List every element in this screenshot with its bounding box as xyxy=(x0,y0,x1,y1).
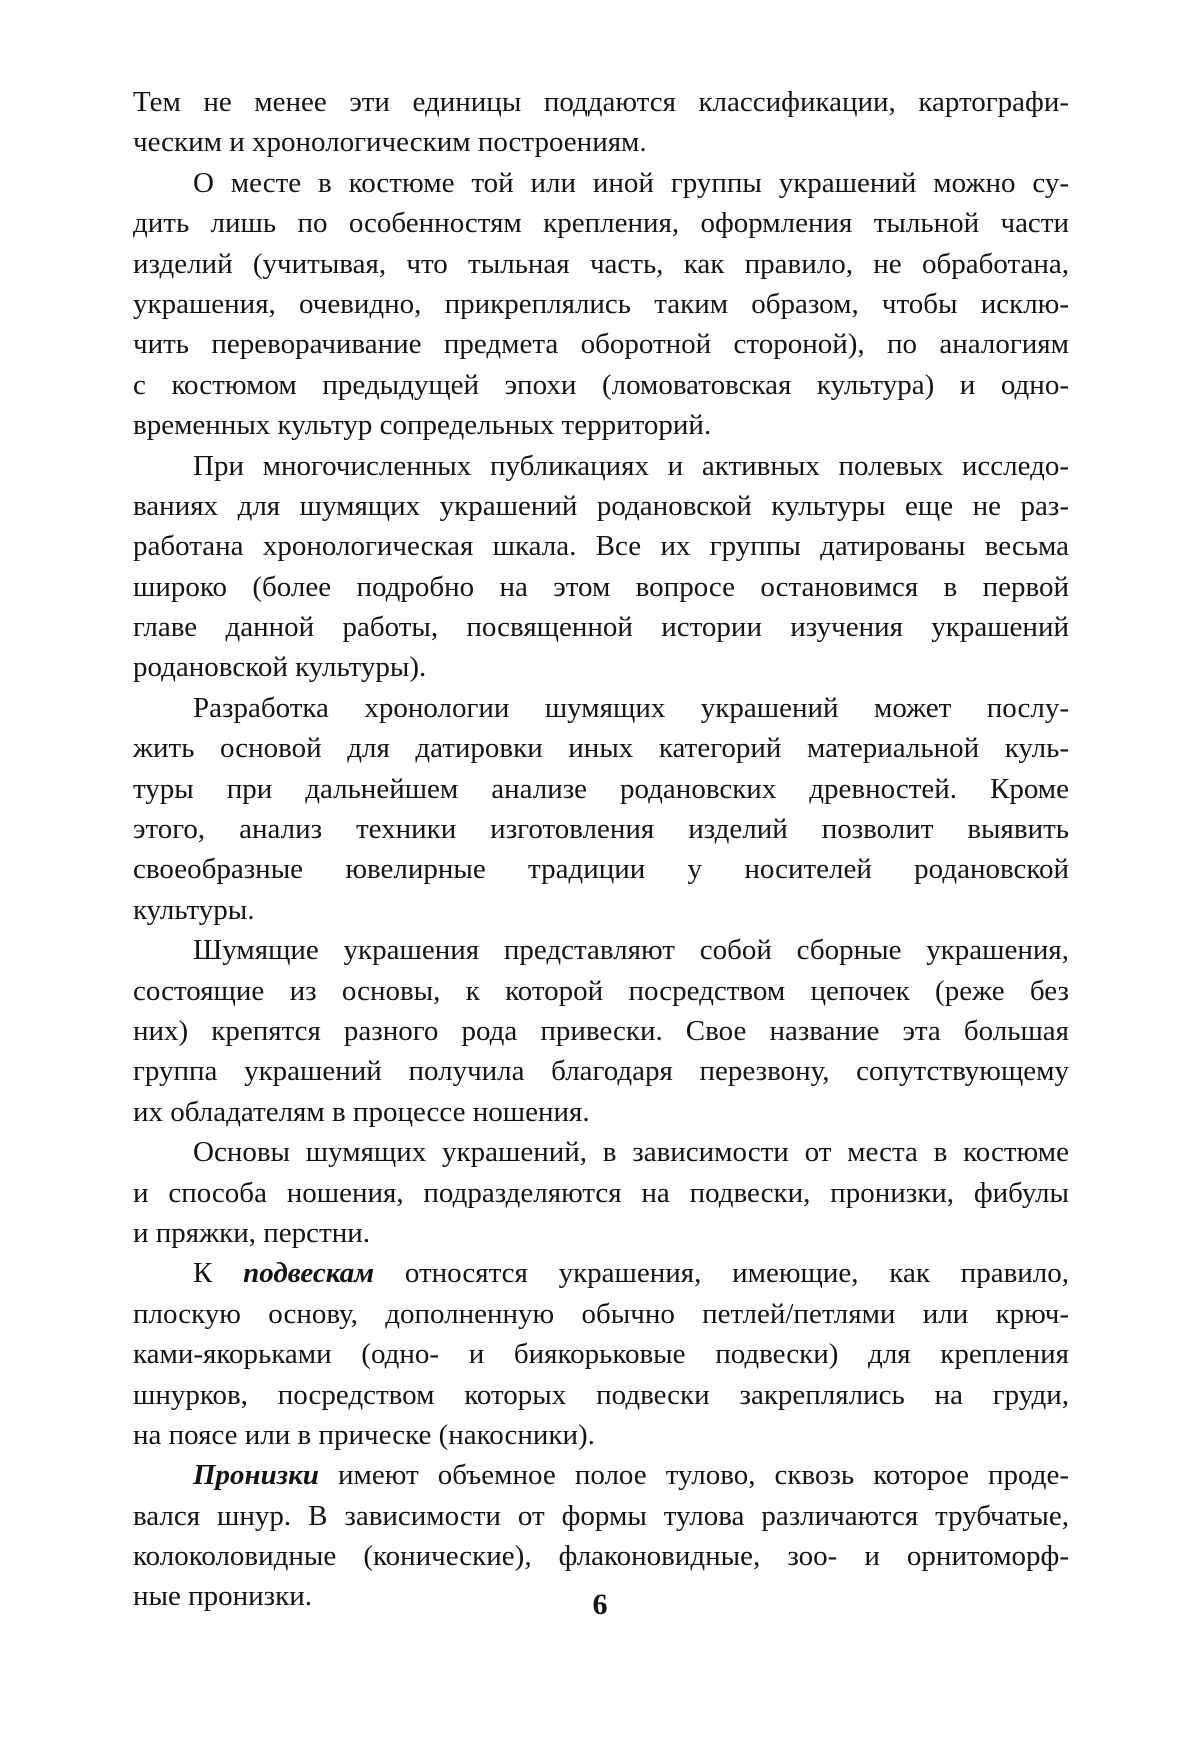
text-line: туры при дальнейшем анализе родановских древностей. Кроме xyxy=(133,772,1069,805)
text-line: на поясе или в прическе (накосники). xyxy=(133,1418,595,1451)
text-line: чить переворачивание предмета оборотной стороной), по аналогиям xyxy=(133,328,1069,361)
text-line: Основы шумящих украшений, в зависимости от места в костюме xyxy=(193,1136,1069,1169)
text-line: временных культур сопредельных территорий. xyxy=(133,409,712,442)
text-line: жить основой для датировки иных категорий материальной куль- xyxy=(133,732,1069,765)
text-line: При многочисленных публикациях и активных полевых исследо- xyxy=(193,449,1069,482)
text-line: работана хронологическая шкала. Все их группы датированы весьма xyxy=(133,530,1069,563)
text-line: и пряжки, перстни. xyxy=(133,1216,370,1249)
text-line: и способа ношения, подразделяются на подвески, пронизки, фибулы xyxy=(133,1176,1069,1209)
text-line: главе данной работы, посвященной истории изучения украшений xyxy=(133,611,1069,644)
emphasized-term: Пронизки xyxy=(193,1459,319,1492)
emphasized-term: подвескам xyxy=(243,1257,375,1290)
text-line: ные пронизки. xyxy=(133,1580,312,1613)
text-line: родановской культуры). xyxy=(133,651,427,684)
text-line: этого, анализ техники изготовления изделий позволит выявить xyxy=(133,813,1069,846)
text-line: О месте в костюме той или иной группы украшений можно су- xyxy=(193,166,1069,199)
text-line: своеобразные ювелирные традиции у носителей родановской xyxy=(133,853,1069,886)
text-line: ческим и хронологическим построениям. xyxy=(133,126,647,159)
text-line: Пронизки имеют объемное полое тулово, сквозь которое проде- xyxy=(193,1459,1069,1492)
text-line: изделий (учитывая, что тыльная часть, как правило, не обработана, xyxy=(133,247,1069,280)
text-line: группа украшений получила благодаря перезвону, сопутствующему xyxy=(133,1055,1069,1088)
text-line: них) крепятся разного рода привески. Свое название эта большая xyxy=(133,1014,1069,1047)
text-line: ками-якорьками (одно- и биякорьковые подвески) для крепления xyxy=(133,1338,1069,1371)
text-line: плоскую основу, дополненную обычно петлей/петлями или крюч- xyxy=(133,1297,1069,1330)
text-line: с костюмом предыдущей эпохи (ломоватовская культура) и одно- xyxy=(133,368,1069,401)
page-number: 6 xyxy=(592,1588,608,1621)
text-line: вался шнур. В зависимости от формы тулова различаются трубчатые, xyxy=(133,1499,1069,1532)
text-line: К подвескам относятся украшения, имеющие, как правило, xyxy=(193,1257,1069,1290)
text-line: Тем не менее эти единицы поддаются классификации, картографи- xyxy=(133,86,1069,118)
text-line: их обладателям в процессе ношения. xyxy=(133,1095,590,1128)
text-line: Разработка хронологии шумящих украшений может послу- xyxy=(193,691,1069,724)
text-line: состоящие из основы, к которой посредством цепочек (реже без xyxy=(133,974,1069,1007)
text-line: украшения, очевидно, прикреплялись таким образом, чтобы исклю- xyxy=(133,287,1069,320)
text-line: Шумящие украшения представляют собой сборные украшения, xyxy=(193,934,1069,967)
text-line: колоколовидные (конические), флаконовидные, зоо- и орнитоморф- xyxy=(133,1540,1069,1573)
text-line: культуры. xyxy=(133,893,255,926)
page-body xyxy=(133,82,1069,1617)
text-line: ваниях для шумящих украшений родановской культуры еще не раз- xyxy=(133,489,1069,522)
text-line: широко (более подробно на этом вопросе остановимся в первой xyxy=(133,570,1069,603)
text-line: шнурков, посредством которых подвески закреплялись на груди, xyxy=(133,1378,1069,1411)
text-line: дить лишь по особенностям крепления, оформления тыльной части xyxy=(133,207,1069,240)
